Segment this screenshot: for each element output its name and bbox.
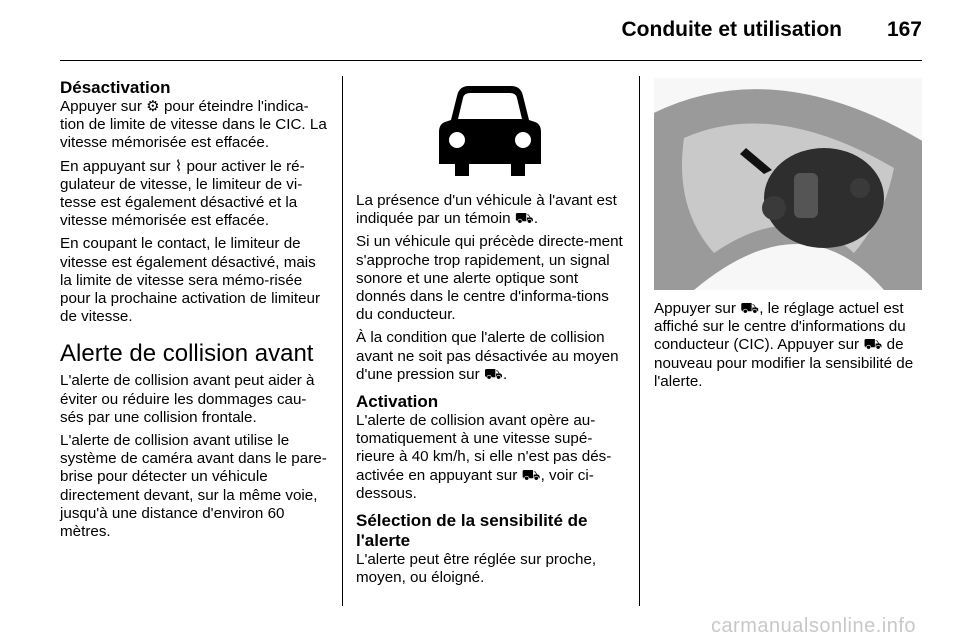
- paragraph: Appuyer sur ⚙ pour éteindre l'indica-tion de limite de vitesse dans le CIC. La vitesse mémorisée est effacée.: [60, 98, 327, 152]
- heading-sensitivity: Sélection de la sensibilité de l'alerte: [356, 511, 588, 551]
- column-divider-1: [342, 76, 343, 606]
- heading-activation: Activation: [356, 392, 439, 412]
- paragraph: L'alerte de collision avant utilise le système de caméra avant dans le pare-brise pour détecter un véhicule directement devant, sur la même voie, jusqu'à une distance d'environ 60 mètres.: [60, 432, 327, 541]
- column-3: [654, 78, 922, 396]
- column-2: [356, 78, 624, 592]
- heading-deactivation: Désactivation: [60, 78, 171, 97]
- car-front-icon: [435, 82, 545, 178]
- paragraph: À la condition que l'alerte de collision avant ne soit pas désactivée au moyen d'une pression sur ⛟.: [356, 329, 619, 383]
- paragraph: Si un véhicule qui précède directe-ment s'approche trop rapidement, un signal sonore et une alerte optique sont donnés dans le centre d'informa-tions du conducteur.: [356, 233, 623, 324]
- paragraph: L'alerte de collision avant peut aider à éviter ou réduire les dommages cau-sés par une collision frontale.: [60, 372, 315, 426]
- paragraph: En coupant le contact, le limiteur de vitesse est également désactivé, mais la limite de vitesse sera mémo-risée pour la prochaine activation de limiteur de vitesse.: [60, 235, 321, 326]
- paragraph: L'alerte peut être réglée sur proche, moyen, ou éloigné.: [356, 551, 597, 587]
- header-rule: [60, 60, 922, 61]
- column-1: [60, 78, 328, 546]
- watermark: carmanualsonline.info: [710, 615, 916, 637]
- steering-wheel-figure: [654, 78, 922, 290]
- column-divider-2: [639, 76, 640, 606]
- header-title: Conduite et utilisation: [621, 18, 842, 41]
- heading-collision-alert: Alerte de collision avant: [60, 340, 314, 368]
- vehicle-ahead-indicator-figure: [356, 78, 624, 182]
- page-number: 167: [886, 18, 922, 41]
- paragraph: La présence d'un véhicule à l'avant est indiquée par un témoin ⛟.: [356, 192, 617, 228]
- paragraph: L'alerte de collision avant opère au-tomatiquement à une vitesse supé-rieure à 40 km/h, si elle n'est pas dés-activée en appuyant sur ⛟, voir ci-dessous.: [356, 412, 612, 502]
- paragraph: Appuyer sur ⛟, le réglage actuel est affiché sur le centre d'informations du conducteur (CIC). Appuyer sur ⛟ de nouveau pour modifier la sensibilité de l'alerte.: [654, 300, 914, 390]
- paragraph: En appuyant sur ⌇ pour activer le ré-gulateur de vitesse, le limiteur de vi-tesse est également désactivé et la vitesse mémorisée est effacée.: [60, 157, 305, 230]
